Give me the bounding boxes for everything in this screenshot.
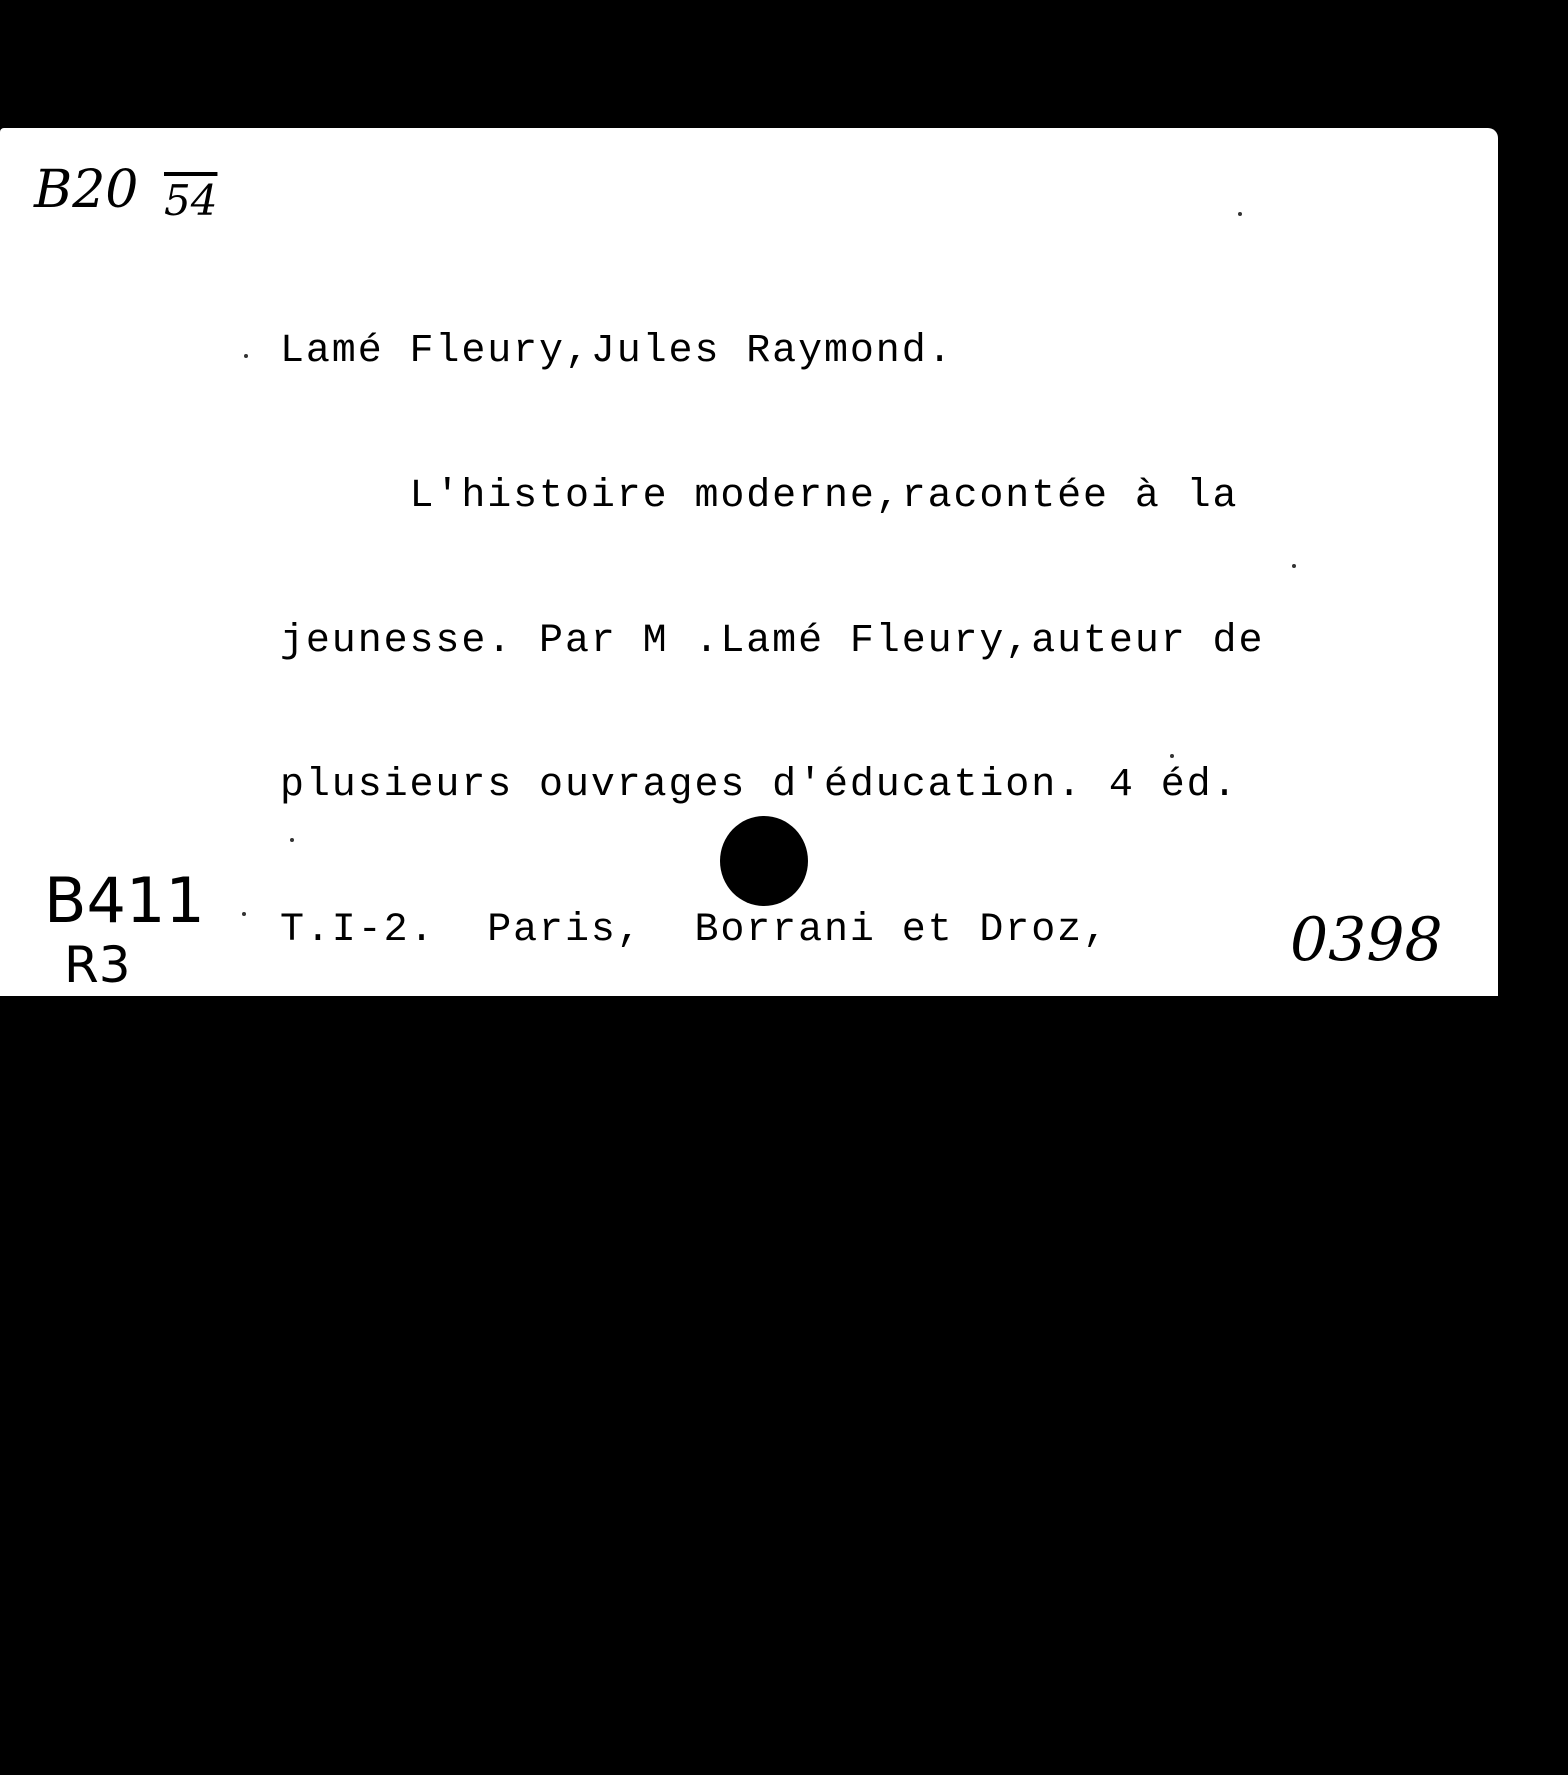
entry-line-imprint: T.I-2. Paris, Borrani et Droz, <box>280 907 1109 953</box>
dust-speck <box>1292 564 1296 568</box>
dust-speck <box>1170 754 1174 758</box>
dust-speck <box>244 354 248 358</box>
entry-line-series: Cours d'histoire racontée aux enfants <box>280 1341 1239 1387</box>
entry-line-title: L'histoire moderne,racontée à la <box>280 474 1239 520</box>
entry-line-publisher: Allonard et Kaeppelin,I853. <box>280 1052 980 1098</box>
call-number-bottom-suffix: R3 <box>64 936 131 994</box>
entry-line-series-end: elementaire de M. Levi). <box>280 1630 902 1676</box>
dust-speck <box>242 912 246 916</box>
entry-line-series-cont: et à la jeunesse,adopté pour la methode <box>280 1486 1291 1532</box>
dust-speck <box>290 838 294 842</box>
entry-line-author: Lamé Fleury,Jules Raymond. <box>280 329 954 375</box>
card-number: 0398 <box>1290 905 1443 975</box>
call-number-top-suffix: 54 <box>164 176 218 225</box>
entry-line-title-cont: jeunesse. Par M .Lamé Fleury,auteur de <box>280 618 1265 664</box>
punch-hole <box>720 816 808 906</box>
entry-line-collation: 2 m(Inep.) I5 cm( <box>280 1197 876 1243</box>
call-number-bottom: B411 <box>44 864 205 937</box>
catalog-card <box>0 128 1498 1676</box>
call-number-top: B20 <box>34 160 139 220</box>
entry-line-edition: plusieurs ouvrages d'éducation. 4 éd. <box>280 763 1239 809</box>
catalog-entry-text <box>280 232 1290 1775</box>
dust-speck <box>1238 212 1242 216</box>
